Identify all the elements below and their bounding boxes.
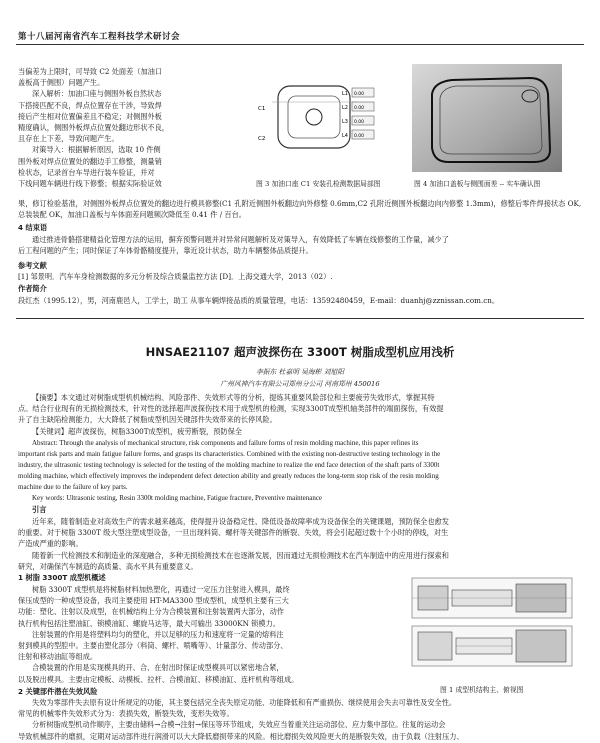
section-1-body bbox=[18, 584, 398, 685]
running-header: 第十八届河南省汽车工程科技学术研讨会 bbox=[18, 32, 181, 42]
abstract-line: 【摘要】本文通过对树脂成型机机械结构、风险部件、失效形式等的分析，提炼其重要风险部位和主要疲劳失效形式，掌握其特 bbox=[32, 393, 435, 402]
paragraph-line: 围外板对焊点位置处的翻边手工修整，测量销 bbox=[18, 156, 162, 166]
sec1-line: 合模装置的作用是实现模具的开、合、在射出时保证成型模具可以紧密地合紧， bbox=[32, 663, 284, 673]
top-left-column bbox=[18, 66, 248, 189]
fig3-label-l1: L1 bbox=[342, 91, 348, 97]
intro-line: 产造成严重的影响。 bbox=[18, 539, 83, 549]
figure-4-caption: 图 4 加油口盖板与侧围面差 -- 实车确认图 bbox=[414, 180, 541, 188]
section-4-heading: 4 结束语 bbox=[18, 223, 48, 232]
article-separator bbox=[16, 318, 584, 319]
references-heading: 参考文献 bbox=[18, 261, 47, 270]
figure-1-drawing bbox=[408, 572, 578, 672]
sec1-line: 以及脱出模具。主要由定模板、动模板、拉杆、合模油缸、移模油缸、连杆机构等组成。 bbox=[18, 674, 299, 684]
paragraph-line: 当偏差为上限时，可导致 C2 处面差（加油口 bbox=[18, 67, 163, 76]
fig3-label-l4: L4 bbox=[342, 133, 348, 139]
sec1-line: 保压成型的一种成型设备，我司主要使用 HT-MA3300 型成型机，成型机主要有三大 bbox=[18, 596, 289, 606]
abstract-en-line: important risk parts and main fatigue failure forms, and grasps its characteristics. Combined with the existing non-destructive testing technology in the bbox=[18, 449, 441, 458]
header-rule bbox=[16, 44, 584, 45]
intro-heading: 引言 bbox=[32, 505, 47, 514]
paragraph-line: 精度确认，侧围外板焊点位置处翻边形状不良， bbox=[18, 123, 169, 133]
paragraph-text: 果，修订检验基准，对侧围外板焊点位置处的翻边进行模具修整(C1 孔附近侧围外板翻边向外修整 0.6mm,C2 孔附近侧围外板翻边向内修整 1.3mm)，修整后零件焊接状态 OK, 总装装配 OK，加油口盖板与车体面差问题频次降低至 0.41 件 / 百台。 bbox=[18, 199, 582, 220]
fig3-value-1: 0.00 bbox=[354, 92, 365, 97]
section-1-heading: 1 树脂 3300T 成型机概述 bbox=[18, 573, 106, 582]
paragraph-line: 下搭接匹配不良，焊点位置存在干涉，导致焊 bbox=[18, 100, 162, 110]
sec2-line: 导致机械部件的磨损，定期对运动部件进行润滑可以大大降低磨损带来的风险。相比磨损失效风险更大的是断裂失效，由于负载（注射压力、 bbox=[18, 731, 464, 741]
continuation-paragraph bbox=[18, 198, 584, 220]
fig3-label-l2: L2 bbox=[342, 105, 348, 111]
author-intro-heading: 作者简介 bbox=[18, 284, 47, 293]
figure-3-caption: 图 3 加油口座 C1 安装孔检测数据局部图 bbox=[256, 180, 381, 188]
keywords-cn: 【关键词】超声波探伤，树脂3300T成型机，疲劳断裂，预防保全 bbox=[32, 426, 242, 436]
abstract-en-line: molding machine, which effectively improves the independent defect detection ability and greatly reduces the long-term stop risk of the resin molding bbox=[18, 471, 439, 480]
article-authors: 李振东 杜嘉明 吴海彬 刘旭阳 bbox=[255, 368, 345, 376]
paragraph-line: 盖板高于侧围）问题产生。 bbox=[18, 78, 105, 88]
paragraph-line: 接后产生相对位置偏差且不稳定；对侧围外板 bbox=[18, 111, 162, 121]
sec1-line: 注射装置的作用是将塑料均匀的塑化，并以足够的压力和速度将一定量的熔料注 bbox=[32, 629, 284, 639]
fig3-tag-c1: C1 bbox=[258, 106, 266, 112]
sec1-line: 射到模具的型腔中。主要由塑化部分（料筒、螺杆、喷嘴等）、计量部分、传动部分、 bbox=[18, 641, 288, 651]
keywords-en: Key words: Ultrasonic testing, Resin 3300t molding machine, Fatigue fracture, Preventive maintenance bbox=[32, 493, 323, 502]
article-title: HNSAE21107 超声波探伤在 3300T 树脂成型机应用浅析 bbox=[145, 345, 455, 359]
fig3-label-l3: L3 bbox=[342, 119, 348, 125]
figure-3-diagram bbox=[250, 64, 380, 174]
intro-line: 随着新一代检测技术和制造业的深度融合，多种无损检测技术在也逐渐发展，因而通过无损检测技术在汽车制造中的应用进行探索和 bbox=[32, 550, 449, 560]
intro-body bbox=[18, 516, 584, 572]
figure-1-caption: 图 1 成型机结构主、俯视图 bbox=[440, 686, 524, 694]
abstract-line: 点。结合行业现有的无损检测技术，针对性的选择超声波探伤技术用于成型机的检测，实现3300T成型机轴类部件的端面探伤，有效提 bbox=[18, 404, 444, 414]
reference-item: [1] 邹景明．汽车车身检测数据的多元分析及综合质量监控方法 [D]．上海交通大学，2013（02）. bbox=[18, 272, 333, 281]
paragraph-line: 深入解析：加油口座与侧围外板自然状态 bbox=[32, 89, 162, 99]
abstract-cn bbox=[18, 392, 584, 437]
paragraph-line: 对策导入：根据解析原因，选取 10 件侧 bbox=[32, 145, 161, 155]
fig3-value-2: 0.00 bbox=[354, 106, 365, 111]
figure-1 bbox=[408, 572, 578, 672]
abstract-en-line: machine due to the failure of key parts. bbox=[18, 482, 128, 491]
figure-4 bbox=[412, 64, 562, 172]
sec1-line: 树脂 3300T 成型机是将树脂材料加热塑化，再通过一定压力注射进入模具，最终 bbox=[32, 585, 290, 594]
sec2-line: 分析树脂成型机动作顺序，主要由储料→合模→注射→保压等环节组成，失效应当着重关注运动部位、应力集中部位。往复的运动会 bbox=[32, 720, 446, 730]
article-affiliation: 广州风神汽车有限公司郑州分公司 河南郑州 450016 bbox=[220, 380, 380, 388]
figure-4-photo bbox=[412, 64, 562, 172]
paragraph-line: 下线问题车辆进行线下修整；根据实际验证效 bbox=[18, 179, 162, 189]
abstract-en-line: industry, the ultrasonic testing technology is selected for the testing of the molding machine to realize the end face detection of the shaft parts of 3300t bbox=[18, 460, 440, 469]
sec1-line: 注射和移动油缸等组成。 bbox=[18, 652, 98, 662]
author-intro-text: 段红杰（1995.12），男，河南鹿邑人，工学士，助工 从事车辆焊接品质的质量管理，电话：13592480459，E-mail：duanhj@zznissan.com.cn。 bbox=[18, 296, 500, 305]
intro-line: 研究，对确保汽车制造的高质量、高水平具有重要意义。 bbox=[18, 561, 198, 571]
fig3-value-3: 0.00 bbox=[354, 120, 365, 125]
figure-3 bbox=[250, 64, 380, 174]
abstract-en-line: Abstract: Through the analysis of mechanical structure, risk components and failure forms of resin molding machine, this paper refines its bbox=[32, 439, 419, 447]
section-2-heading: 2 关键部件潜在失效风险 bbox=[18, 687, 98, 696]
fig3-value-4: 0.00 bbox=[354, 134, 365, 139]
fig3-tag-c2: C2 bbox=[258, 136, 266, 142]
intro-line: 的重要。对于树脂 3300T 级大型注塑成型设备，一旦出现料筒、螺杆等关键部件的断裂、失效，将会引起超过数十个小时的停线，对生 bbox=[18, 528, 449, 538]
sec2-line: 常见的机械零件失效形式分为：表损失效，断裂失效，变形失效等。 bbox=[18, 709, 234, 719]
section-4-body bbox=[18, 234, 584, 256]
paragraph-line: 通过推进骨骼搭建精益化管理方法的运用，摒弃预警问题并对异常问题解析及对策导入，有效降低了车辆在线修整的工作量，减少了 bbox=[32, 235, 449, 244]
intro-line: 近年来，随着制造业对高效生产的需求越来越高，使得提升设备稳定性、降低设备故障率成为设备保全的关键课题，预防保全也愈发 bbox=[32, 517, 449, 526]
paragraph-line: 后工程问题的产生；同时保证了车体骨骼精度提升，靠近设计状态，助力车辆整体品质提升。 bbox=[18, 246, 313, 256]
abstract-en bbox=[18, 438, 584, 503]
paragraph-line: 且存在上下差，导致问题产生。 bbox=[18, 134, 119, 144]
section-2-body bbox=[18, 697, 584, 742]
sec1-line: 执行机构包括注塑油缸、锁模油缸、螺旋马达等，最大可输出 33000KN 锁模力。 bbox=[18, 618, 280, 628]
sec1-line: 功能：塑化、注射以及成型，在机械结构上分为合模装置和注射装置两大部分，动作 bbox=[18, 607, 284, 617]
sec2-line: 失效为零部件失去原有设计所规定的功能，其主要包括完全丧失原定功能、功能降低和有严重损伤、继续使用会失去可靠性及安全性。 bbox=[32, 698, 457, 707]
abstract-line: 升了自主缺陷检测能力，大大降低了树脂成型机因关键部件失效带来的长停风险。 bbox=[18, 415, 277, 425]
paragraph-line: 检状态，记录首台车导进行装车验证，并对 bbox=[18, 167, 155, 177]
